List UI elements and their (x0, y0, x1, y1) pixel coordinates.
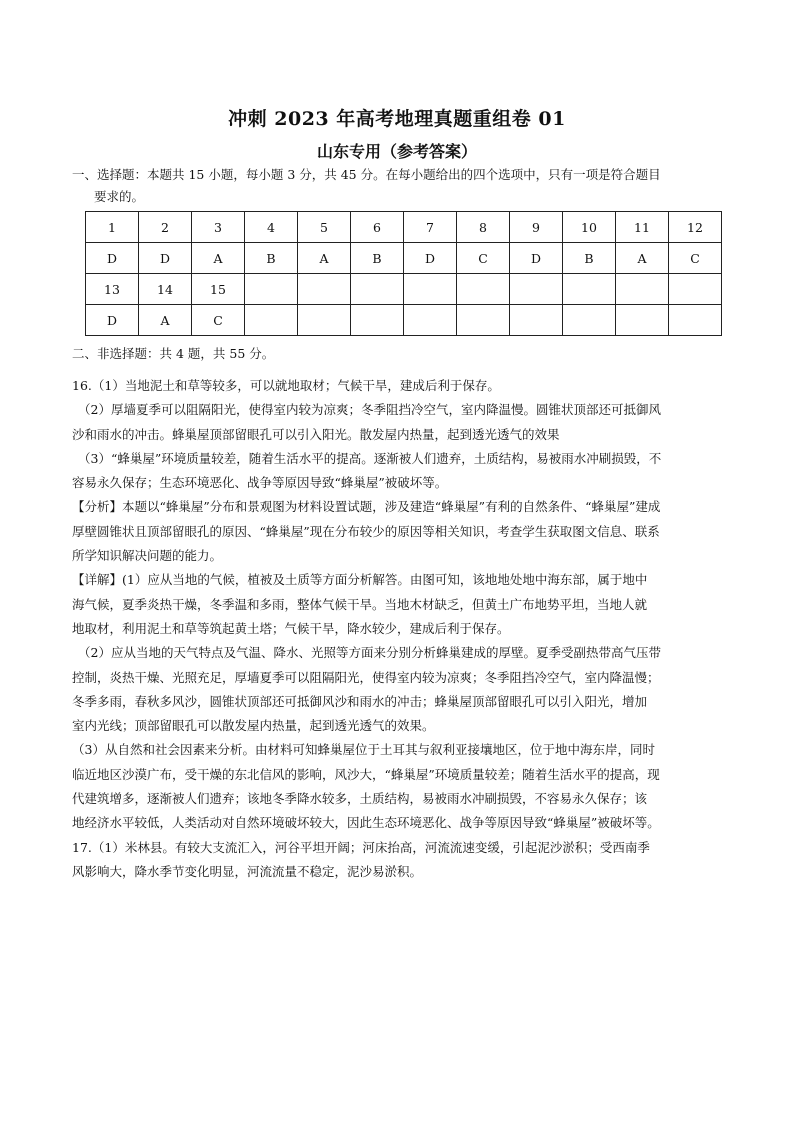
table-cell: D (86, 305, 139, 336)
table-cell (351, 305, 404, 336)
table-cell: 5 (298, 212, 351, 243)
table-cell (298, 305, 351, 336)
table-cell: C (192, 305, 245, 336)
table-cell: A (616, 243, 669, 274)
table-cell (563, 274, 616, 305)
answer-table (85, 211, 722, 336)
text-line: （2）应从当地的天气特点及气温、降水、光照等方面来分别分析蜂巢建成的厚壁。夏季受副热带高气压带 (78, 645, 661, 661)
text-line: 17.（1）米林县。有较大支流汇入，河谷平坦开阔；河床抬高，河流流速变缓，引起泥沙淤积；受西南季 (72, 839, 650, 855)
text-line: 所学知识解决问题的能力。 (72, 548, 223, 564)
table-cell: A (298, 243, 351, 274)
table-cell (563, 305, 616, 336)
text-line: 【分析】本题以“蜂巢屋”分布和景观图为材料设置试题，涉及建造“蜂巢屋”有利的自然条件、“蜂巢屋”建成 (72, 499, 661, 515)
table-cell (510, 305, 563, 336)
table-cell (351, 274, 404, 305)
table-cell: 12 (669, 212, 722, 243)
table-cell: A (192, 243, 245, 274)
text-line: 海气候，夏季炎热干燥，冬季温和多雨，整体气候干旱。当地木材缺乏，但黄土广布地势平坦，当地人就 (72, 596, 648, 612)
text-line: 【详解】(1）应从当地的气候，植被及土质等方面分析解答。由图可知，该地地处地中海东部，属于地中 (72, 572, 648, 588)
table-cell: 4 (245, 212, 298, 243)
table-cell (457, 305, 510, 336)
table-cell: B (563, 243, 616, 274)
table-cell: 13 (86, 274, 139, 305)
table-cell: C (669, 243, 722, 274)
answer-body (72, 374, 722, 884)
table-cell: 3 (192, 212, 245, 243)
text-line: 沙和雨水的冲击。蜂巢屋顶部留眼孔可以引入阳光。散发屋内热量，起到透光透气的效果 (72, 426, 560, 442)
answer-table-row-answers-2 (86, 305, 722, 336)
table-cell: D (86, 243, 139, 274)
text-line: 冬季多雨，春秋多风沙，圆锥状顶部还可抵御风沙和雨水的冲击；蜂巢屋顶部留眼孔可以引入阳光，增加 (72, 693, 648, 709)
table-cell: C (457, 243, 510, 274)
table-cell (616, 305, 669, 336)
text-line: 容易永久保存；生态环境恶化、战争等原因导致“蜂巢屋”被破坏等。 (72, 475, 448, 491)
page-subtitle: 山东专用（参考答案） (316, 142, 477, 161)
text-line: （3）从自然和社会因素来分析。由材料可知蜂巢屋位于土耳其与叙利亚接壤地区，位于地中海东岸，同时 (72, 742, 655, 758)
section1-heading-line1: 一、选择题：本题共 15 小题，每小题 3 分，共 45 分。在每小题给出的四个选项中，只有一项是符合题目 (72, 167, 661, 182)
section2-heading: 二、非选择题：共 4 题，共 55 分。 (72, 346, 275, 361)
text-line: 风影响大，降水季节变化明显，河流流量不稳定，泥沙易淤积。 (72, 863, 423, 879)
section1-heading-line2: 要求的。 (94, 189, 145, 204)
table-cell: D (510, 243, 563, 274)
text-line: 控制，炎热干燥、光照充足，厚墙夏季可以阻隔阳光，使得室内较为凉爽；冬季阻挡冷空气，室内降温慢； (72, 669, 660, 685)
table-cell (510, 274, 563, 305)
table-cell: 7 (404, 212, 457, 243)
table-cell: D (139, 243, 192, 274)
table-cell: 11 (616, 212, 669, 243)
answer-table-row-answers-1 (86, 243, 722, 274)
table-cell: 2 (139, 212, 192, 243)
table-cell: 14 (139, 274, 192, 305)
table-cell: 9 (510, 212, 563, 243)
answer-table-row-numbers-1 (86, 212, 722, 243)
text-line: 室内光线；顶部留眼孔可以散发屋内热量，起到透光透气的效果。 (72, 718, 435, 734)
table-cell (457, 274, 510, 305)
table-cell (404, 274, 457, 305)
table-cell: 8 (457, 212, 510, 243)
table-cell: B (351, 243, 404, 274)
text-line: （3）“蜂巢屋”环境质量较差，随着生活水平的提高。逐渐被人们遗弃，土质结构，易被雨水冲刷损毁，不 (78, 450, 662, 466)
text-line: 临近地区沙漠广布，受干燥的东北信风的影响，风沙大，“蜂巢屋”环境质量较差；随着生活水平的提高，现 (72, 766, 660, 782)
text-line: 地取材，利用泥土和草等筑起黄土塔；气候干旱，降水较少，建成后利于保存。 (72, 620, 510, 636)
text-line: （2）厚墙夏季可以阻隔阳光，使得室内较为凉爽；冬季阻挡冷空气，室内降温慢。圆锥状顶部还可抵御风 (78, 402, 661, 418)
table-cell: 6 (351, 212, 404, 243)
text-line: 代建筑增多，逐渐被人们遗弃；该地冬季降水较多，土质结构，易被雨水冲刷损毁，不容易永久保存；该 (72, 791, 648, 807)
section1-heading (72, 164, 722, 208)
text-line: 地经济水平较低，人类活动对自然环境破坏较大，因此生态环境恶化、战争等原因导致“蜂巢屋”被破坏等。 (72, 815, 660, 831)
text-line: 厚壁圆锥状且顶部留眼孔的原因、“蜂巢屋”现在分布较少的原因等相关知识，考查学生获取图文信息、联系 (72, 523, 660, 539)
table-cell (669, 305, 722, 336)
table-cell (616, 274, 669, 305)
table-cell: D (404, 243, 457, 274)
table-cell: 1 (86, 212, 139, 243)
table-cell: A (139, 305, 192, 336)
table-cell (298, 274, 351, 305)
table-cell: B (245, 243, 298, 274)
table-cell (669, 274, 722, 305)
table-cell (245, 305, 298, 336)
table-cell: 15 (192, 274, 245, 305)
table-cell: 10 (563, 212, 616, 243)
answer-table-row-numbers-2 (86, 274, 722, 305)
text-line: 16.（1）当地泥土和草等较多，可以就地取材；气候干旱，建成后利于保存。 (72, 378, 500, 393)
table-cell (404, 305, 457, 336)
page-title: 冲刺 2023 年高考地理真题重组卷 01 (228, 108, 566, 130)
table-cell (245, 274, 298, 305)
